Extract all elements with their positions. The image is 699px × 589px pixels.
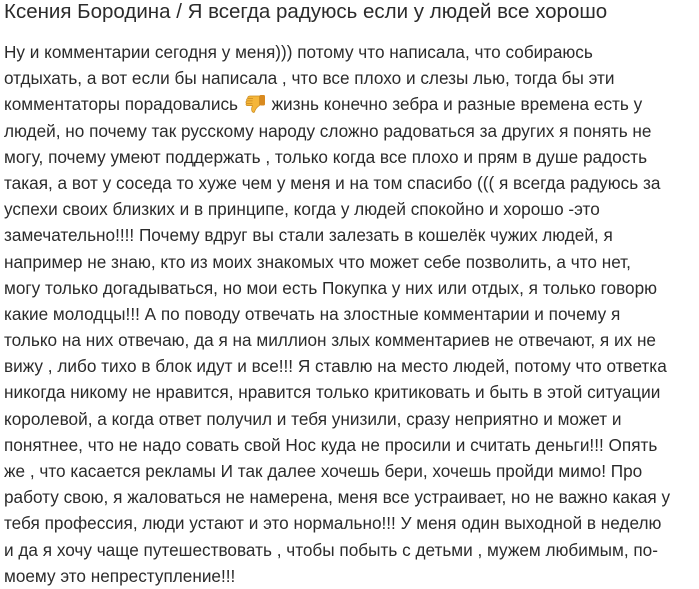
body-line: успехи своих близких и в принципе, когда у людей спокойно и хорошо -это bbox=[4, 199, 600, 220]
body-line: королевой, а когда ответ получил и тебя унизили, сразу неприятно и может и bbox=[4, 408, 622, 429]
body-line-start: комментаторы порадовались bbox=[4, 94, 238, 115]
body-line: только на них отвечаю, да я на миллион злых комментариев не отвечают, я их не bbox=[4, 330, 656, 351]
body-line: могу только догадываться, но мои есть Покупка у них или отдых, я только говорю bbox=[4, 277, 658, 298]
article-body bbox=[4, 39, 696, 589]
body-line: работу свою, я жаловаться не намерена, меня все устраивает, но не важно какая у bbox=[4, 487, 671, 508]
body-line: никогда никому не нравится, нравится только критиковать и быть в этой ситуации bbox=[4, 382, 661, 403]
body-line: какие молодцы!!! А по поводу отвечать на злостные комментарии и почему я bbox=[4, 303, 621, 324]
body-line: и да я хочу чаще путешествовать , чтобы побыть с детьми , мужем любимым, по- bbox=[4, 539, 658, 560]
body-line: моему это непреступление!!! bbox=[4, 565, 236, 586]
body-line: же , что касается рекламы И так далее хочешь бери, хочешь пройди мимо! Про bbox=[4, 461, 643, 481]
thumbs-down-icon bbox=[244, 94, 266, 114]
body-line: такая, а вот у соседа то хуже чем у меня и на том спасибо ((( я всегда радуюсь за bbox=[4, 172, 661, 193]
body-line-with-emoji bbox=[4, 91, 696, 117]
body-line: например не знаю, кто из моих знакомых что может себе позволить, а что нет, bbox=[4, 251, 631, 272]
body-line: Ну и комментарии сегодня у меня))) потому что написала, что собираюсь bbox=[4, 42, 593, 62]
body-line-end: жизнь конечно зебра и разные времена есть у bbox=[271, 94, 643, 115]
body-line: замечательно!!!! Почему вдруг вы стали залезать в кошелёк чужих людей, я bbox=[4, 225, 613, 246]
body-line: вижу , либо тихо в блок идут и все!!! Я ставлю на место людей, потому что ответка bbox=[4, 356, 667, 377]
body-line: понятнее, что не надо совать свой Нос куда не просили и считать деньги!!! Опять bbox=[4, 434, 658, 455]
body-line: тебя профессия, люди устают и это нормально!!! У меня один выходной в неделю bbox=[4, 513, 662, 534]
body-line: отдыхать, а вот если бы написала , что все плохо и слезы лью, тогда бы эти bbox=[4, 68, 615, 89]
body-line: людей, но почему так русскому народу сложно радоваться за других я понять не bbox=[4, 120, 652, 141]
article-headline: Ксения Бородина / Я всегда радуюсь если у людей все хорошо bbox=[4, 0, 608, 23]
body-line: могу, почему умеют поддержать , только когда все плохо и прям в душе радость bbox=[4, 146, 648, 167]
